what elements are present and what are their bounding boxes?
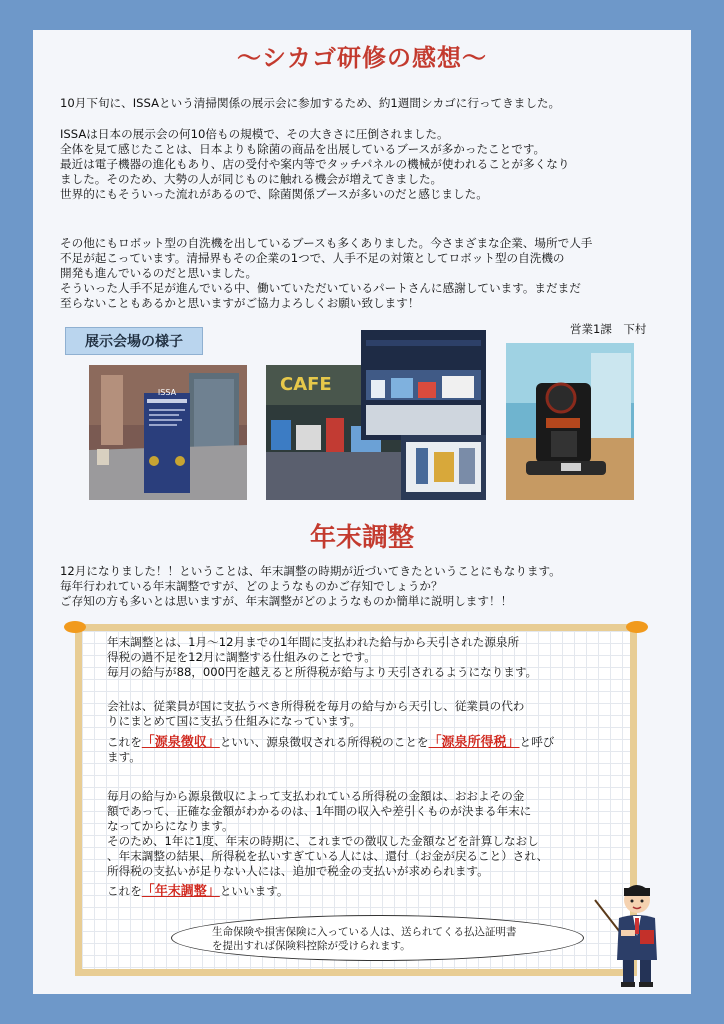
highlight-nenmatsu-chosei: 「年末調整」 xyxy=(141,884,220,899)
box-paragraph-2: 会社は、従業員が国に支払うべき所得税を毎月の給与から天引し、従業員の代わ りにまとめて国に支払う仕組みになっています。 xyxy=(107,699,525,728)
box-paragraph-5: これを「年末調整」といいます。 xyxy=(107,884,289,899)
photo-issa-sign xyxy=(89,365,247,500)
page-title: ～シカゴ研修の感想～ xyxy=(237,44,487,72)
teacher-illustration xyxy=(593,878,673,988)
report-paragraph-1: 10月下旬に、ISSAという清掃関係の展示会に参加するため、約1週間シカゴに行ってきました。 xyxy=(60,96,561,110)
highlight-gensen-choshu: 「源泉徴収」 xyxy=(141,735,220,750)
box-paragraph-1: 年末調整とは、1月～12月までの1年間に支払われた給与から天引された源泉所 得税の過不足を12月に調整する仕組みのことです。 毎月の給与が88，000円を越えると所得税が給与より天引されるようになります。 xyxy=(107,635,538,679)
report-paragraph-2: ISSAは日本の展示会の何10倍もの規模で、その大きさに圧倒されました。 全体を見て感じたことは、日本よりも除菌の商品を出展しているブースが多かったことです。 最近は電子機器の進化もあり、店の受付や案内等でタッチパネルの機械が使われることが多くなり ました。そのため、大勢の人が同じものに触れる機会が増えてきました。 世界的にもそういった流れがあるので、除菌関係ブースが多いのだと感じました。 xyxy=(60,127,570,201)
photo-robot-scrubber xyxy=(506,343,634,500)
photo-exhibition-floor xyxy=(266,330,486,500)
pin-right-icon xyxy=(626,621,648,633)
newsletter-page xyxy=(33,30,691,994)
box-paragraph-4: 毎月の給与から源泉徴収によって支払われている所得税の金額は、おおよその金 額であって、正確な金額がわかるのは、1年間の収入や差引くものが決まる年末に なってからになります。 そのため、1年に1度、年末の時期に、これまでの徴収した金額などを計算しなおし 、年末調整の結果、所得税を払いすぎている人には、還付（お金が戻ること）され、 所得税の支払いが足りない人には、追加で税金の支払いが求められます。 xyxy=(107,789,549,878)
sign-text: ISSA xyxy=(157,388,177,397)
speech-bubble: 生命保険や損害保険に入っている人は、送られてくる払込証明書 を提出すれば保険料控除が受けられます。 xyxy=(171,915,584,961)
section-title-year-end: 年末調整 xyxy=(309,523,414,553)
section-label-venue: 展示会場の様子 xyxy=(65,327,203,355)
box-paragraph-3: これを「源泉徴収」といい、源泉徴収される所得税のことを「源泉所得税」と呼び ます。 xyxy=(107,735,555,764)
year-end-intro: 12月になりました！！ということは、年末調整の時期が近づいてきたということにもなります。 毎年行われている年末調整ですが、どのようなものかご存知でしょうか？ ご存知の方も多いとは思いますが、年末調整がどのようなものか簡単に説明します！！ xyxy=(60,564,561,608)
author-signature: 営業1課 下村 xyxy=(570,322,647,336)
pin-left-icon xyxy=(64,621,86,633)
cafe-sign: CAFE xyxy=(280,374,332,395)
highlight-gensen-shotokuzei: 「源泉所得税」 xyxy=(428,735,520,750)
report-paragraph-3: その他にもロボット型の自洗機を出しているブースも多くありました。今さまざまな企業、場所で人手 不足が起こっています。清掃界もその企業の1つで、人手不足の対策としてロボット型の自洗機の 開発も進んでいるのだと思いました。 そういった人手不足が進んでいる中、働いていただいているパートさんに感謝しています。まだまだ 至らないこともあるかと思いますがご協力よろしくお願い致します！ xyxy=(60,236,593,310)
